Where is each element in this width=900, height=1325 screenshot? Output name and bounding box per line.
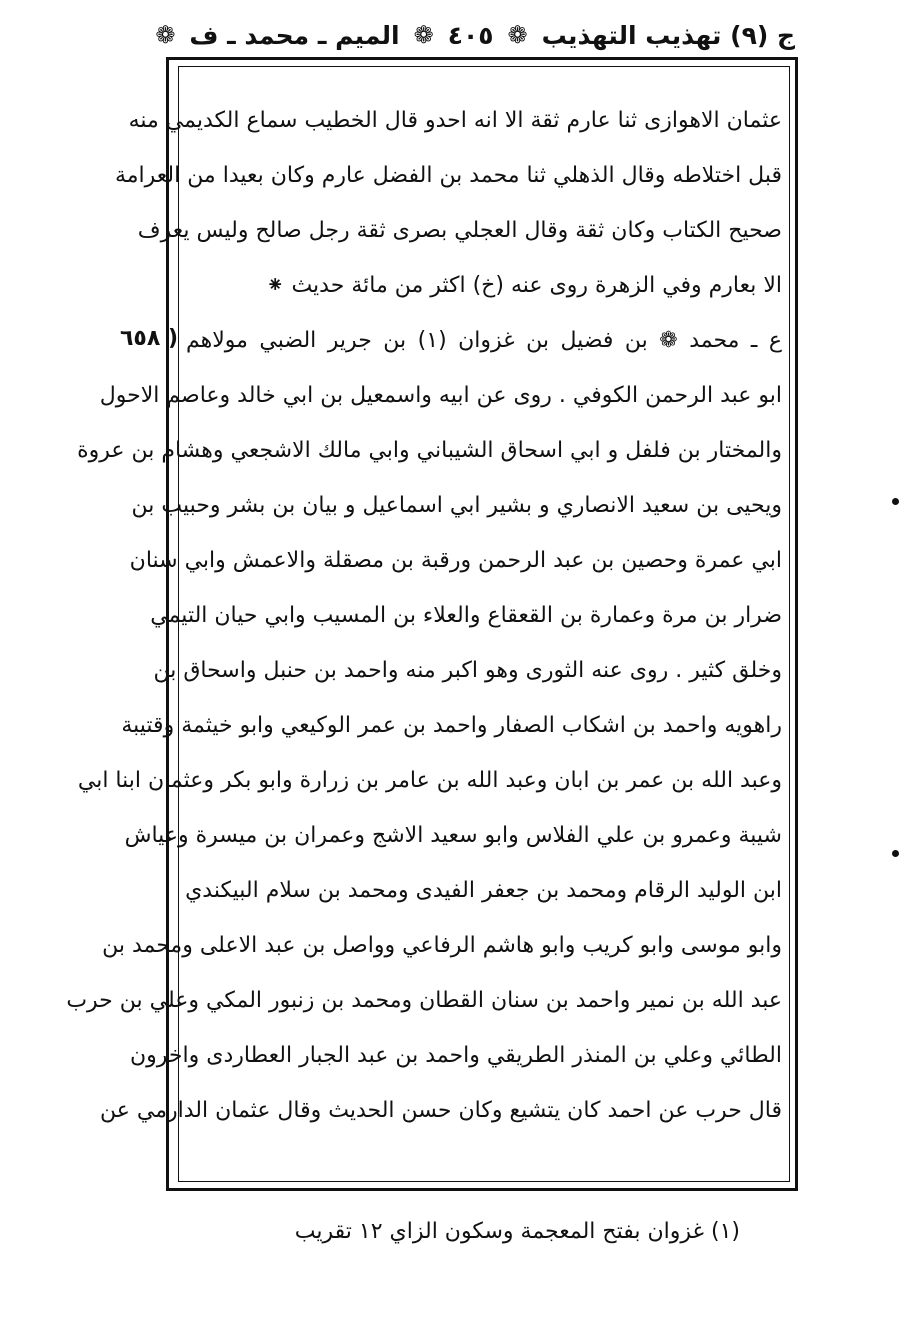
ornament-icon: ❁ bbox=[155, 21, 176, 49]
text-line: راهويه واحمد بن اشكاب الصفار واحمد بن عمر الوكيعي وابو خيثمة وقتيبة bbox=[121, 713, 782, 738]
text-line: ضرار بن مرة وعمارة بن القعقاع والعلاء بن المسيب وابي حيان التيمي bbox=[150, 603, 782, 628]
ornament-icon: ❁ bbox=[507, 21, 528, 49]
text-line: والمختار بن فلفل و ابي اسحاق الشيباني وابي مالك الاشجعي وهشام بن عروة bbox=[77, 438, 782, 463]
text-line: وابو موسى وابو كريب وابو هاشم الرفاعي وواصل بن عبد الاعلى ومحمد بن bbox=[102, 933, 782, 958]
section-title: الميم ـ محمد ـ ف bbox=[189, 20, 400, 50]
text-line: وعبد الله بن عمر بن ابان وعبد الله بن عامر بن زرارة وابو بكر وعثمان ابنا ابي bbox=[77, 768, 782, 793]
text-line: ويحيى بن سعيد الانصاري و بشير ابي اسماعيل و بيان بن بشر وحبيب بن bbox=[131, 493, 782, 518]
entry-number: ( ٦٥٨ bbox=[119, 326, 178, 351]
text-line: شيبة وعمرو بن علي الفلاس وابو سعيد الاشج وعمران بن ميسرة وعياش bbox=[124, 823, 782, 848]
text-line: ابن الوليد الرقام ومحمد بن جعفر الفيدى ومحمد بن سلام البيكندي bbox=[185, 878, 782, 903]
entry-heading-line: ع ـ محمد ❁ بن فضيل بن غزوان (١) بن جرير الضبي مولاهم bbox=[186, 328, 782, 353]
text-line: ابو عبد الرحمن الكوفي . روى عن ابيه واسمعيل بن ابي خالد وعاصم الاحول bbox=[99, 383, 782, 408]
text-line: الا بعارم وفي الزهرة روى عنه (خ) اكثر من مائة حديث ⁕ bbox=[266, 273, 782, 298]
page-number: ٤٠٥ bbox=[447, 20, 494, 50]
running-title: ج (٩) تهذيب التهذيب bbox=[541, 20, 795, 50]
text-line: عبد الله بن نمير واحمد بن سنان القطان ومحمد بن زنبور المكي وعلي بن حرب bbox=[66, 988, 782, 1013]
page-header bbox=[155, 14, 795, 56]
text-line: ابي عمرة وحصين بن عبد الرحمن ورقبة بن مصقلة والاعمش وابي سنان bbox=[129, 548, 782, 573]
ornament-icon: ❁ bbox=[413, 21, 434, 49]
text-line: قبل اختلاطه وقال الذهلي ثنا محمد بن الفضل عارم وكان بعيدا من العرامة bbox=[114, 163, 782, 188]
footnote: (١) غزوان بفتح المعجمة وسكون الزاي ١٢ تقريب bbox=[294, 1219, 740, 1244]
text-line: وخلق كثير . روى عنه الثورى وهو اكبر منه واحمد بن حنبل واسحاق بن bbox=[153, 658, 782, 683]
scan-mark bbox=[892, 850, 899, 857]
scan-mark bbox=[892, 498, 899, 505]
text-line: صحيح الكتاب وكان ثقة وقال العجلي بصرى ثقة رجل صالح وليس يعرف bbox=[137, 218, 782, 243]
text-line: الطائي وعلي بن المنذر الطريقي واحمد بن عبد الجبار العطاردى واخرون bbox=[130, 1043, 782, 1068]
text-line: عثمان الاهوازى ثنا عارم ثقة الا انه احدو قال الخطيب سماع الكديمي منه bbox=[128, 108, 782, 133]
text-line: قال حرب عن احمد كان يتشيع وكان حسن الحديث وقال عثمان الدارمي عن bbox=[100, 1098, 782, 1123]
